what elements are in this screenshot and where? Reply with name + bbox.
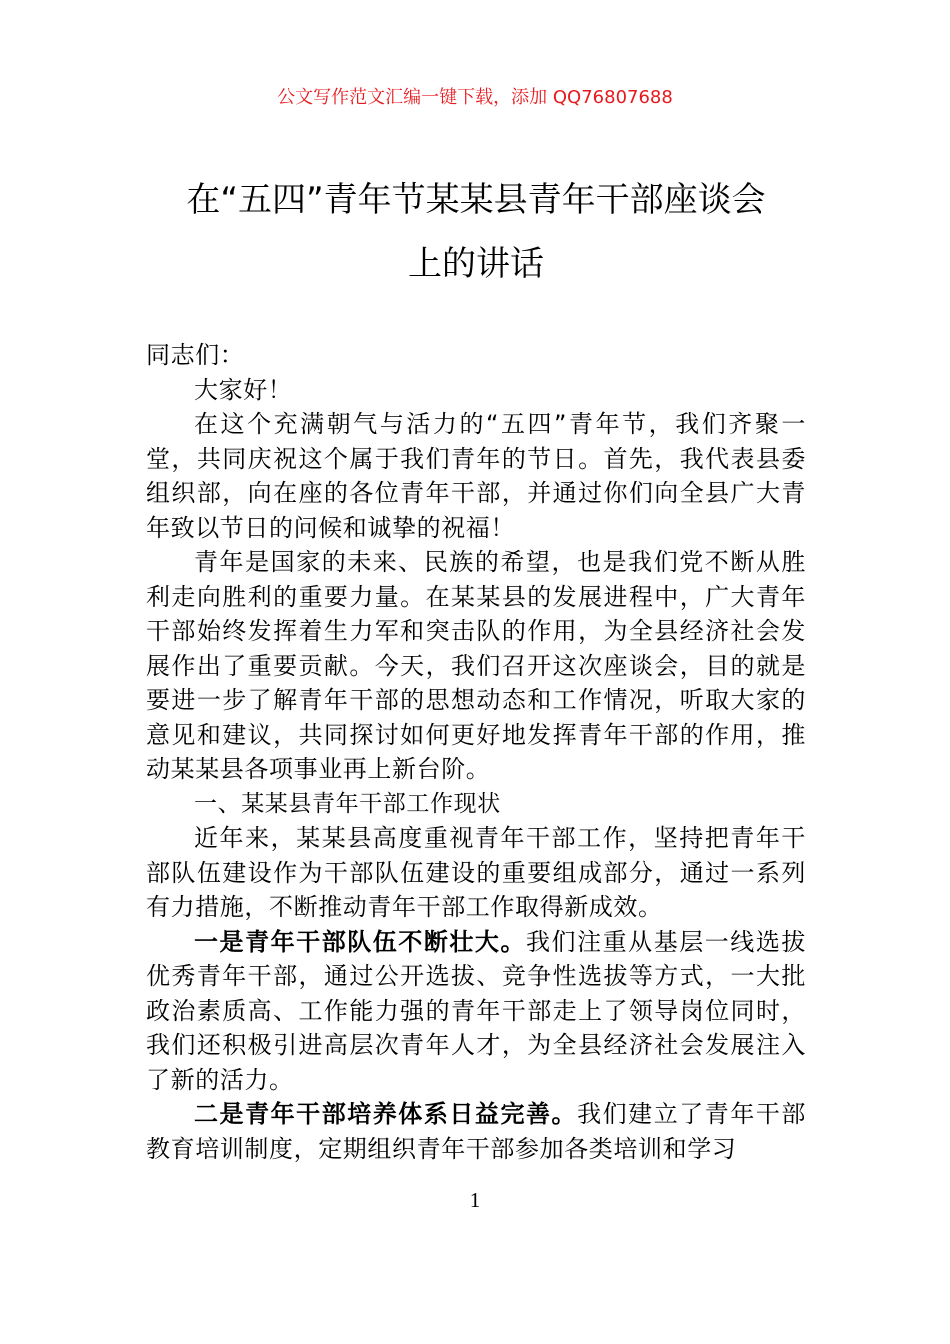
point-1-text: 我们注重从基层一线选拔优秀青年干部，通过公开选拔、竞争性选拔等方式，一大批政治素质高、工作能力强的青年干部走上了领导岗位同时，我们还积极引进高层次青年人才，为全县经济社会发展注入了新的活力。 [146,927,806,1094]
point-2-text: 我们建立了青年干部教育培训制度，定期组织青年干部参加各类培训和学习 [146,1100,806,1163]
paragraph-youth-role: 青年是国家的未来、民族的希望，也是我们党不断从胜利走向胜利的重要力量。在某某县的发展进程中，广大青年干部始终发挥着生力军和突击队的作用，为全县经济社会发展作出了重要贡献。今天，我们召开这次座谈会，目的就是要进一步了解青年干部的思想动态和工作情况，听取大家的意见和建议，共同探讨如何更好地发挥青年干部的作用，推动某某县各项事业再上新台阶。 [146,548,806,783]
salutation: 同志们： [146,341,245,369]
point-2-lead: 二是青年干部培养体系日益完善。 [194,1100,578,1128]
section-heading-1: 一、某某县青年干部工作现状 [194,790,501,817]
document-body [146,338,806,1166]
document-title [146,168,806,296]
title-line-2: 上的讲话 [408,244,544,284]
point-1 [146,925,806,1098]
point-1-lead: 一是青年干部队伍不断壮大。 [194,927,526,956]
paragraph-opening: 在这个充满朝气与活力的“五四”青年节，我们齐聚一堂，共同庆祝这个属于我们青年的节日。首先，我代表县委组织部，向在座的各位青年干部，并通过你们向全县广大青年致以节日的问候和诚挚的祝福！ [146,410,806,542]
title-line-1: 在“五四”青年节某某县青年干部座谈会 [186,180,766,220]
greeting: 大家好！ [194,375,293,404]
download-notice: 公文写作范文汇编一键下载，添加 QQ76807688 [277,87,673,108]
page-number: 1 [469,1188,481,1212]
paragraph-current-status: 近年来，某某县高度重视青年干部工作，坚持把青年干部队伍建设作为干部队伍建设的重要组成部分，通过一系列有力措施，不断推动青年干部工作取得新成效。 [146,824,806,921]
point-2 [146,1097,806,1166]
